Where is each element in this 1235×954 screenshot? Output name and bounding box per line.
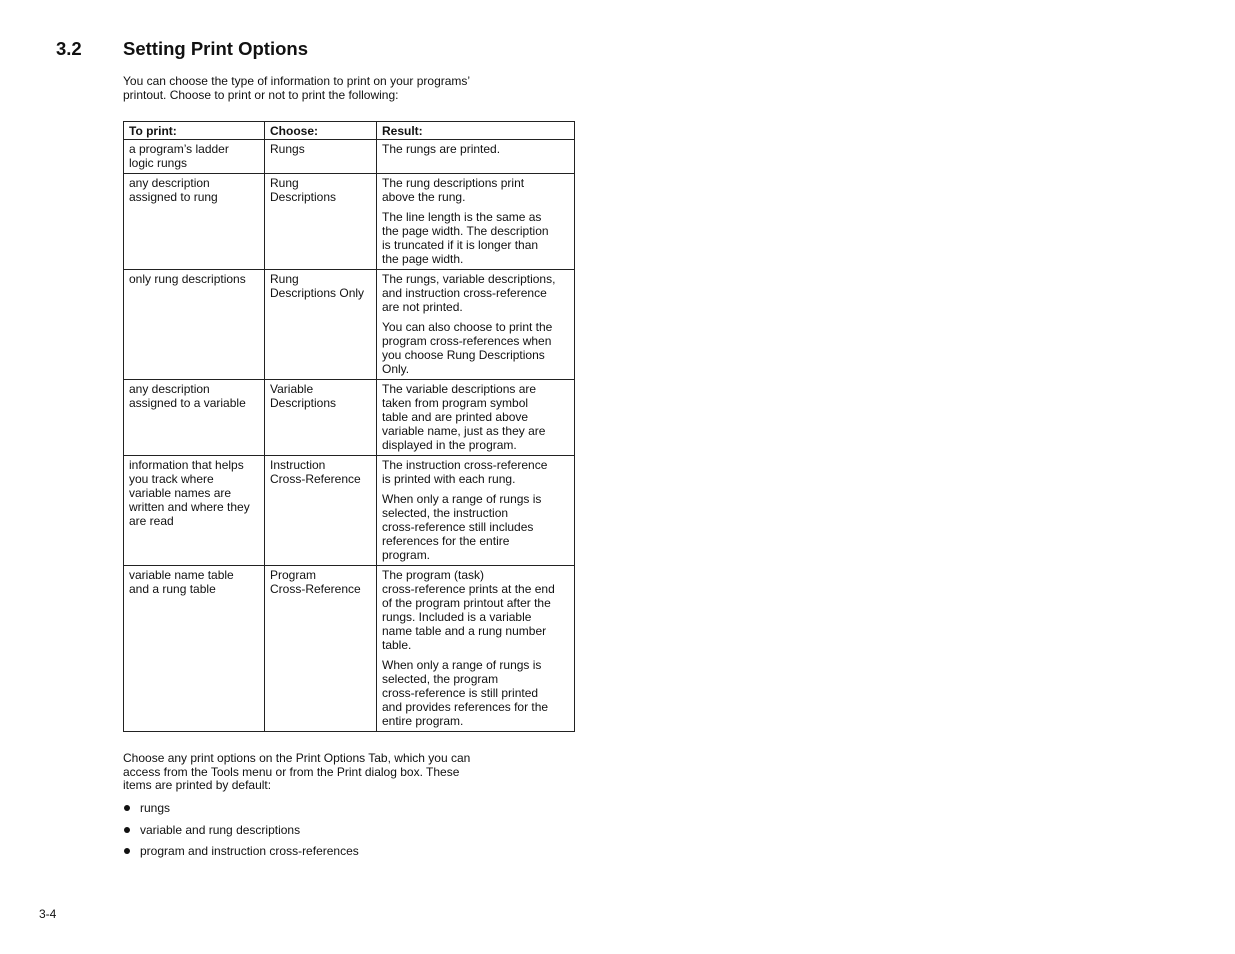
result-paragraph: When only a range of rungs is selected, the program cross-reference is still printed and provides references for the entire program. xyxy=(382,658,549,728)
table-row xyxy=(124,174,575,270)
list-item-text: variable and rung descriptions xyxy=(140,822,301,837)
header-to-print: To print: xyxy=(124,122,265,140)
result-cell xyxy=(377,380,575,456)
table-row xyxy=(124,140,575,174)
to-print-cell: information that helps you track where variable names are written and where they are read xyxy=(124,456,265,566)
section-number: 3.2 xyxy=(56,38,82,59)
table-row xyxy=(124,566,575,732)
list-item-text: rungs xyxy=(140,801,171,815)
result-paragraph: The instruction cross-reference is printed with each rung. xyxy=(382,458,548,486)
result-paragraph: The line length is the same as the page width. The description is truncated if it is longer than the page width. xyxy=(382,210,549,266)
choose-cell: Rung Descriptions xyxy=(265,174,377,270)
result-paragraph: The rungs are printed. xyxy=(382,142,501,156)
table-header-row xyxy=(124,122,575,140)
result-cell xyxy=(377,140,575,174)
choose-cell: Instruction Cross-Reference xyxy=(265,456,377,566)
header-choose: Choose: xyxy=(265,122,377,140)
list-item-text: program and instruction cross-references xyxy=(140,844,359,858)
page-number: 3-4 xyxy=(39,907,57,921)
result-paragraph: The program (task) cross-reference prints at the end of the program printout after the rungs. Included is a variable name table and a rung number table. xyxy=(382,568,555,652)
result-paragraph: You can also choose to print the program cross-references when you choose Rung Descriptions Only. xyxy=(382,320,553,376)
to-print-cell: a program’s ladder logic rungs xyxy=(124,140,265,174)
defaults-paragraph: Choose any print options on the Print Options Tab, which you can access from the Tools menu or from the Print dialog box. These items are printed by default: xyxy=(123,751,471,792)
result-paragraph: The rung descriptions print above the rung. xyxy=(382,176,525,204)
table-row xyxy=(124,380,575,456)
choose-cell: Variable Descriptions xyxy=(265,380,377,456)
table-row xyxy=(124,456,575,566)
bullet-icon xyxy=(124,848,130,854)
table-row xyxy=(124,270,575,380)
choose-cell: Rungs xyxy=(265,140,377,174)
bullet-icon xyxy=(124,805,130,811)
intro-paragraph: You can choose the type of information to print on your programs’ printout. Choose to print or not to print the following: xyxy=(123,74,471,102)
list-item xyxy=(123,844,359,858)
to-print-cell: any description assigned to rung xyxy=(124,174,265,270)
result-cell xyxy=(377,174,575,270)
default-items-list xyxy=(123,801,359,866)
result-paragraph: The rungs, variable descriptions, and instruction cross-reference are not printed. xyxy=(382,272,556,314)
bullet-icon xyxy=(124,827,130,833)
header-result: Result: xyxy=(377,122,575,140)
result-paragraph: When only a range of rungs is selected, the instruction cross-reference still includes references for the entire program. xyxy=(382,492,542,562)
result-paragraph: The variable descriptions are taken from program symbol table and are printed above variable name, just as they are displayed in the program. xyxy=(382,382,546,452)
result-cell xyxy=(377,456,575,566)
list-item xyxy=(123,801,359,815)
result-cell xyxy=(377,566,575,732)
result-cell xyxy=(377,270,575,380)
choose-cell: Rung Descriptions Only xyxy=(265,270,377,380)
print-options-table xyxy=(123,121,575,732)
choose-cell: Program Cross-Reference xyxy=(265,566,377,732)
list-item xyxy=(123,823,359,837)
to-print-cell: only rung descriptions xyxy=(124,270,265,380)
to-print-cell: any description assigned to a variable xyxy=(124,380,265,456)
to-print-cell: variable name table and a rung table xyxy=(124,566,265,732)
section-title: Setting Print Options xyxy=(123,38,308,59)
